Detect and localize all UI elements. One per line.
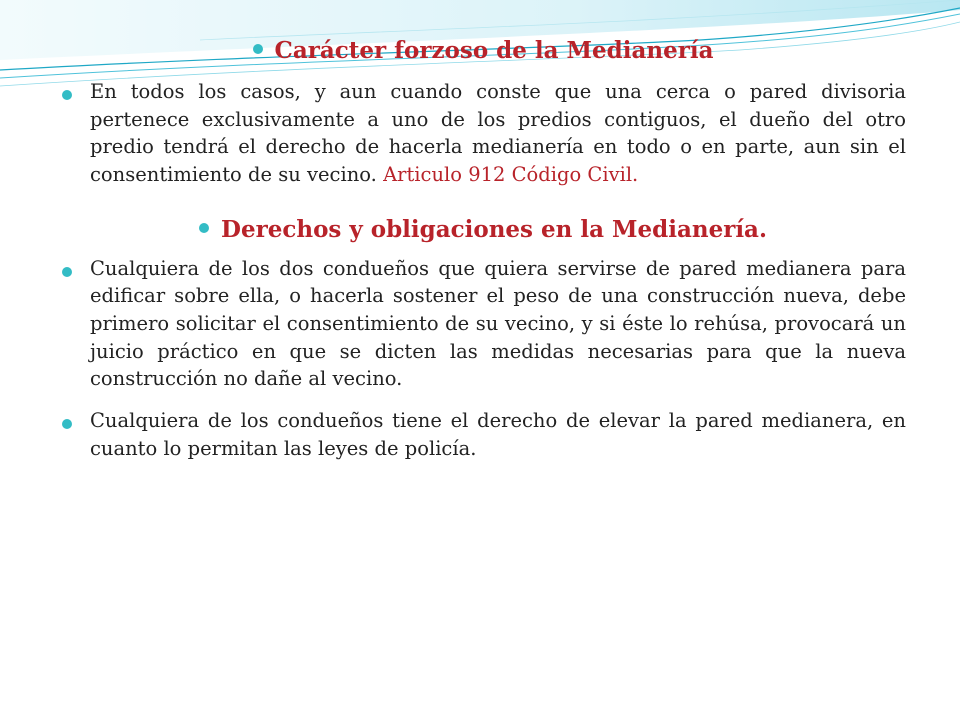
section1-heading: [60, 36, 906, 66]
section2-paragraph-1: [60, 255, 906, 393]
bullet-icon: [62, 90, 72, 100]
section1-reference: Articulo 912 Código Civil.: [383, 162, 639, 186]
bullet-icon: [253, 44, 263, 54]
section2-heading: [60, 215, 906, 245]
slide-content: [60, 36, 906, 476]
section2-heading-text: Derechos y obligaciones en la Medianería.: [221, 215, 767, 243]
bullet-icon: [199, 223, 209, 233]
section2-paragraph-2-text: Cualquiera de los condueños tiene el derecho de elevar la pared medianera, en cuanto lo permitan las leyes de policía.: [90, 408, 906, 460]
bullet-icon: [62, 267, 72, 277]
bullet-icon: [62, 419, 72, 429]
section1-paragraph-text: En todos los casos, y aun cuando conste que una cerca o pared divisoria pertenece exclusivamente a uno de los predios contiguos, el dueño del otro predio tendrá el derecho de hacerla medianería en todo o en parte, aun sin el consentimiento de su vecino.: [90, 79, 906, 186]
section2-paragraph-2: [60, 407, 906, 462]
section1-heading-text: Carácter forzoso de la Medianería: [274, 37, 714, 64]
section1-paragraph: [60, 78, 906, 189]
section2-paragraph-1-text: Cualquiera de los dos condueños que quiera servirse de pared medianera para edificar sobre ella, o hacerla sostener el peso de una construcción nueva, debe primero solicitar el consentimiento de su vecino, y si éste lo rehúsa, provocará un juicio práctico en que se dicten las medidas necesarias para que la nueva construcción no dañe al vecino.: [90, 256, 906, 391]
